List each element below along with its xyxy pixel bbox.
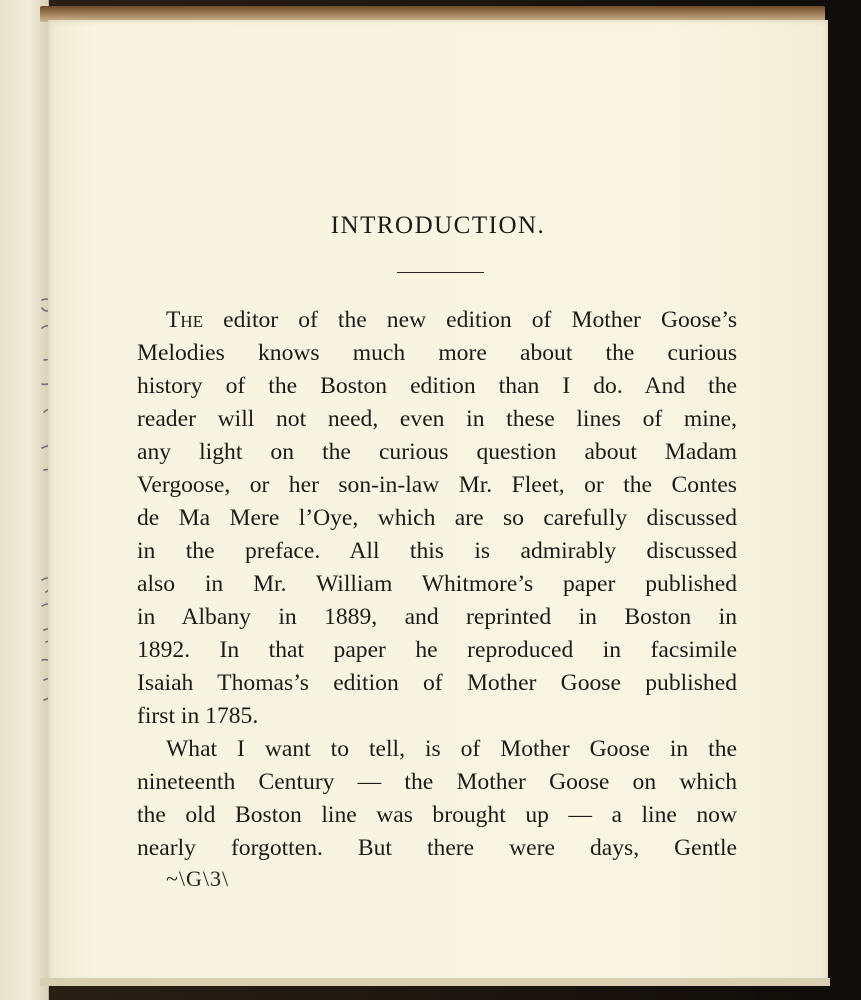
text-line: history of the Boston edition than I do. And the: [137, 373, 737, 399]
paragraph-2: [137, 733, 737, 865]
left-page-edge: [0, 0, 49, 1000]
signature-mark: ~\G\3\: [166, 866, 230, 891]
text-line: first in 1785.: [137, 703, 259, 729]
text-line: Vergoose, or her son-in-law Mr. Fleet, or the Contes: [137, 472, 737, 498]
text-line: 1892. In that paper he reproduced in facsimile: [137, 637, 737, 663]
margin-handwriting: [0, 160, 48, 880]
lead-word: The: [166, 307, 204, 333]
text-line: the old Boston line was brought up — a line now: [137, 802, 737, 828]
text-line: de Ma Mere l’Oye, which are so carefully discussed: [137, 505, 737, 531]
text-line: also in Mr. William Whitmore’s paper published: [137, 571, 737, 597]
text-line: reader will not need, even in these lines of mine,: [137, 406, 737, 432]
title-rule: [397, 272, 484, 273]
bottom-page-edge: [40, 978, 830, 986]
page-title: INTRODUCTION.: [330, 212, 546, 239]
text-line: Isaiah Thomas’s edition of Mother Goose published: [137, 670, 737, 696]
text-line: nineteenth Century — the Mother Goose on which: [137, 769, 737, 795]
text-line: The editor of the new edition of Mother Goose’s: [166, 307, 737, 333]
text-line: in Albany in 1889, and reprinted in Boston in: [137, 604, 737, 630]
paragraph-1: [137, 304, 737, 733]
text-line: nearly forgotten. But there were days, Gentle: [137, 835, 737, 861]
text-line: Melodies knows much more about the curious: [137, 340, 737, 366]
text-line: What I want to tell, is of Mother Goose in the: [166, 736, 737, 762]
text-line: any light on the curious question about Madam: [137, 439, 737, 465]
text-line: in the preface. All this is admirably discussed: [137, 538, 737, 564]
